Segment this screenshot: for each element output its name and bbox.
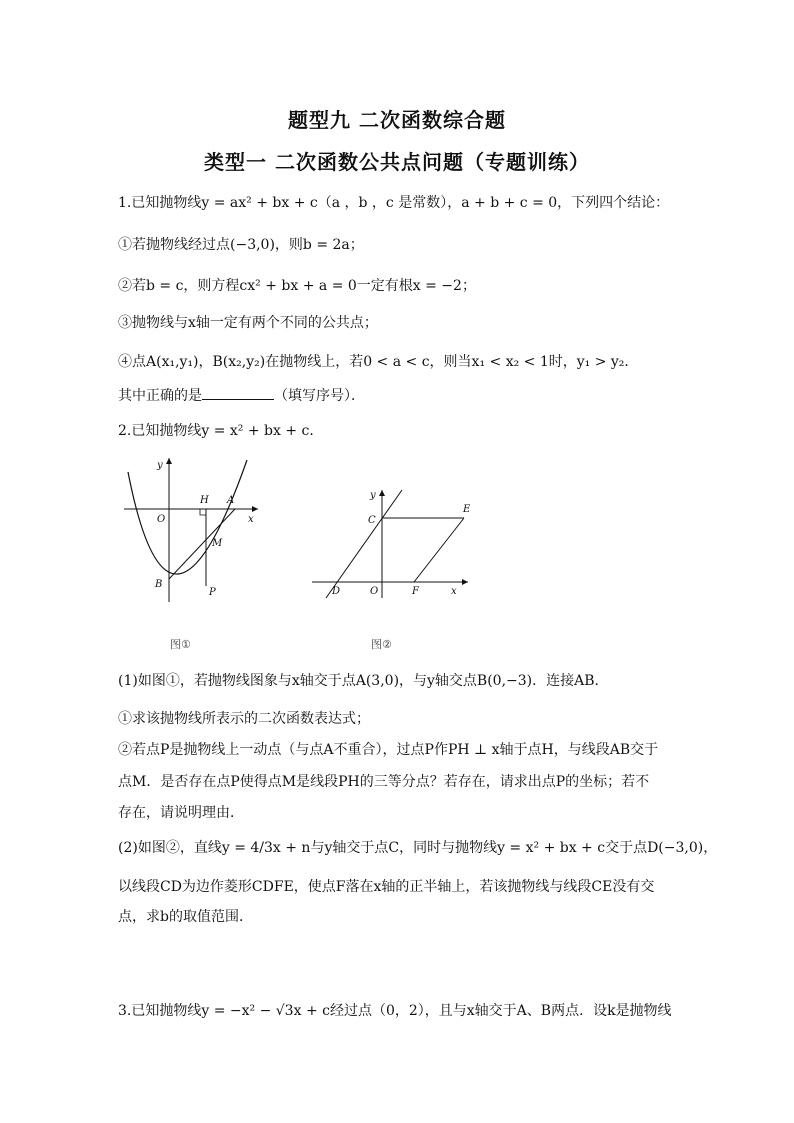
fig2-label-y: y bbox=[370, 490, 376, 501]
fig1-label-x: x bbox=[248, 514, 254, 525]
fig2-label-D: D bbox=[332, 586, 341, 597]
q1-conclusion-4: ④点A(x₁,y₁)，B(x₂,y₂)在抛物线上，若0 < a < c，则当x₁ < x₂ < 1时，y₁ > y₂． bbox=[118, 354, 639, 370]
q1-answer-line bbox=[118, 385, 365, 405]
q1-answer-prefix: 其中正确的是 bbox=[118, 388, 202, 404]
q2-part2-line3: 点，求b的取值范围． bbox=[118, 909, 253, 925]
page-title: 题型九 二次函数综合题 bbox=[288, 108, 506, 132]
fig1-label-A: A bbox=[227, 495, 235, 506]
segment-EF bbox=[414, 518, 464, 582]
x-axis-arrow bbox=[252, 506, 258, 512]
fig1-label-O: O bbox=[157, 514, 166, 525]
fig2-label-x: x bbox=[451, 586, 457, 597]
q1-conclusion-1: ①若抛物线经过点(−3,0)，则b = 2a； bbox=[118, 237, 364, 253]
q2-stem: 2.已知抛物线y = x² + bx + c． bbox=[118, 423, 324, 439]
fig2-label-F: F bbox=[412, 586, 419, 597]
fig1-label-B: B bbox=[155, 579, 163, 590]
y-axis-arrow bbox=[379, 490, 385, 496]
parabola-curve bbox=[128, 460, 247, 574]
page-subtitle: 类型一 二次函数公共点问题（专题训练） bbox=[204, 150, 590, 174]
segment-AB bbox=[169, 509, 235, 579]
fig2-label-C: C bbox=[368, 515, 376, 526]
y-axis-arrow bbox=[166, 458, 172, 464]
q2-part1-sub1: ①求该抛物线所表示的二次函数表达式； bbox=[118, 711, 370, 727]
figure-2 bbox=[308, 482, 474, 602]
fig2-label-O: O bbox=[370, 586, 379, 597]
q2-part1-sub2-line3: 存在，请说明理由． bbox=[118, 805, 244, 821]
q1-answer-suffix: （填写序号）． bbox=[274, 388, 365, 404]
fig1-label-y: y bbox=[157, 460, 163, 471]
q2-part1: (1)如图①，若抛物线图象与x轴交于点A(3,0)，与y轴交点B(0,−3)．连接AB． bbox=[118, 673, 609, 689]
fig2-label-E: E bbox=[463, 504, 471, 515]
q1-stem: 1.已知抛物线y = ax² + bx + c（a ，b ，c 是常数），a + b + c = 0，下列四个结论： bbox=[118, 195, 670, 211]
x-axis-arrow bbox=[462, 579, 468, 585]
q2-part1-sub2-line1: ②若点P是抛物线上一动点（与点A不重合），过点P作PH ⊥ x轴于点H，与线段AB交于 bbox=[118, 742, 659, 758]
figure-1 bbox=[116, 452, 266, 607]
q2-part1-sub2-line2: 点M．是否存在点P使得点M是线段PH的三等分点？若存在，请求出点P的坐标；若不 bbox=[118, 774, 650, 790]
fig1-label-P: P bbox=[209, 587, 216, 598]
q3-stem: 3.已知抛物线y = −x² − √3x + c经过点（0，2），且与x轴交于A、B两点．设k是抛物线 bbox=[118, 1003, 672, 1019]
fig1-label-H: H bbox=[200, 495, 209, 506]
right-angle-mark bbox=[200, 509, 206, 515]
answer-blank[interactable] bbox=[202, 387, 274, 400]
q1-conclusion-2: ②若b = c，则方程cx² + bx + a = 0一定有根x = −2； bbox=[118, 278, 476, 294]
fig1-label-M: M bbox=[212, 538, 223, 549]
fig1-caption: 图① bbox=[170, 638, 191, 651]
q1-conclusion-3: ③抛物线与x轴一定有两个不同的公共点； bbox=[118, 315, 378, 331]
q2-part2-line2: 以线段CD为边作菱形CDFE，使点F落在x轴的正半轴上，若该抛物线与线段CE没有交 bbox=[118, 879, 655, 895]
fig2-caption: 图② bbox=[371, 638, 392, 651]
q2-part2-line1: (2)如图②，直线y = 4/3x + n与y轴交于点C，同时与抛物线y = x² + bx + c交于点D(−3,0)， bbox=[118, 840, 718, 856]
